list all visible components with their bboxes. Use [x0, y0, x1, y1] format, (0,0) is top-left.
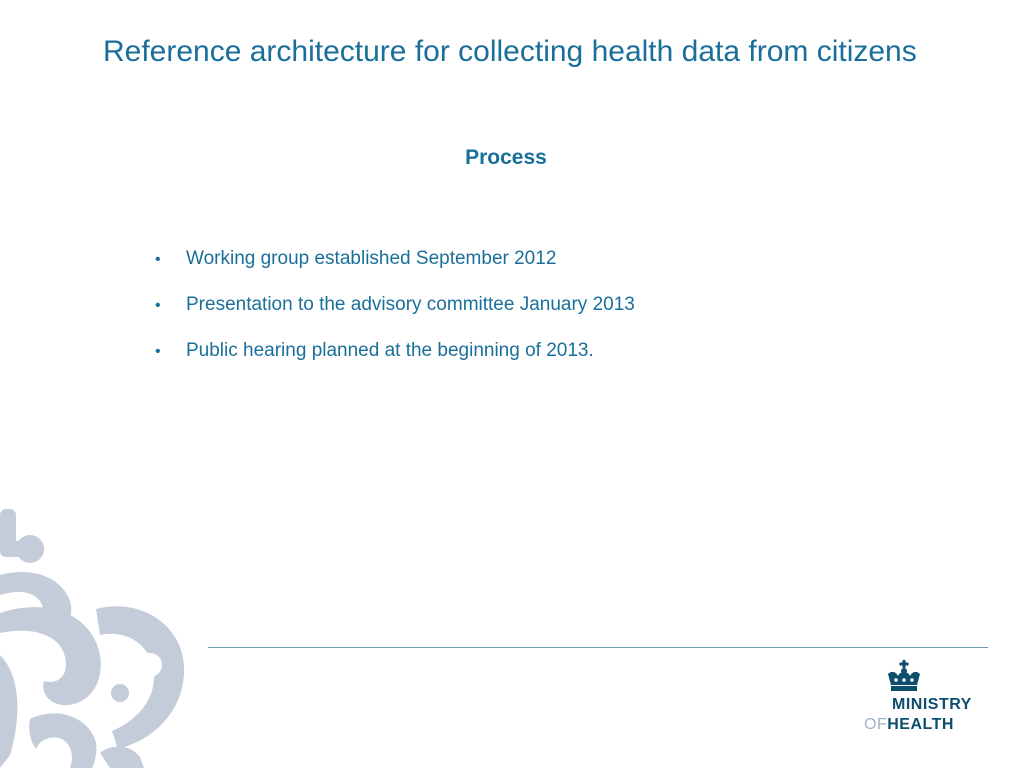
bullet-icon: • — [155, 251, 161, 268]
bullet-icon: • — [155, 343, 161, 360]
bullet-item — [155, 248, 635, 294]
bullet-text: Public hearing planned at the beginning of 2013. — [186, 340, 594, 361]
bullet-item — [155, 294, 635, 340]
crown-decoration-icon — [0, 505, 190, 768]
logo-text-health: HEALTH — [887, 716, 954, 733]
ministry-logo — [862, 660, 992, 740]
bullet-icon: • — [155, 297, 161, 314]
logo-text-ministry: MINISTRY — [892, 696, 972, 713]
slide-subtitle: Process — [465, 146, 547, 169]
bullet-text: Working group established September 2012 — [186, 248, 557, 269]
bullet-text: Presentation to the advisory committee January 2013 — [186, 294, 635, 315]
footer-divider — [208, 647, 988, 648]
crown-icon — [886, 660, 922, 692]
logo-text-of-health — [864, 716, 954, 734]
logo-text-of: OF — [864, 716, 888, 733]
slide-title: Reference architecture for collecting health data from citizens — [103, 35, 917, 68]
bullet-list — [155, 248, 635, 386]
bullet-item — [155, 340, 635, 386]
